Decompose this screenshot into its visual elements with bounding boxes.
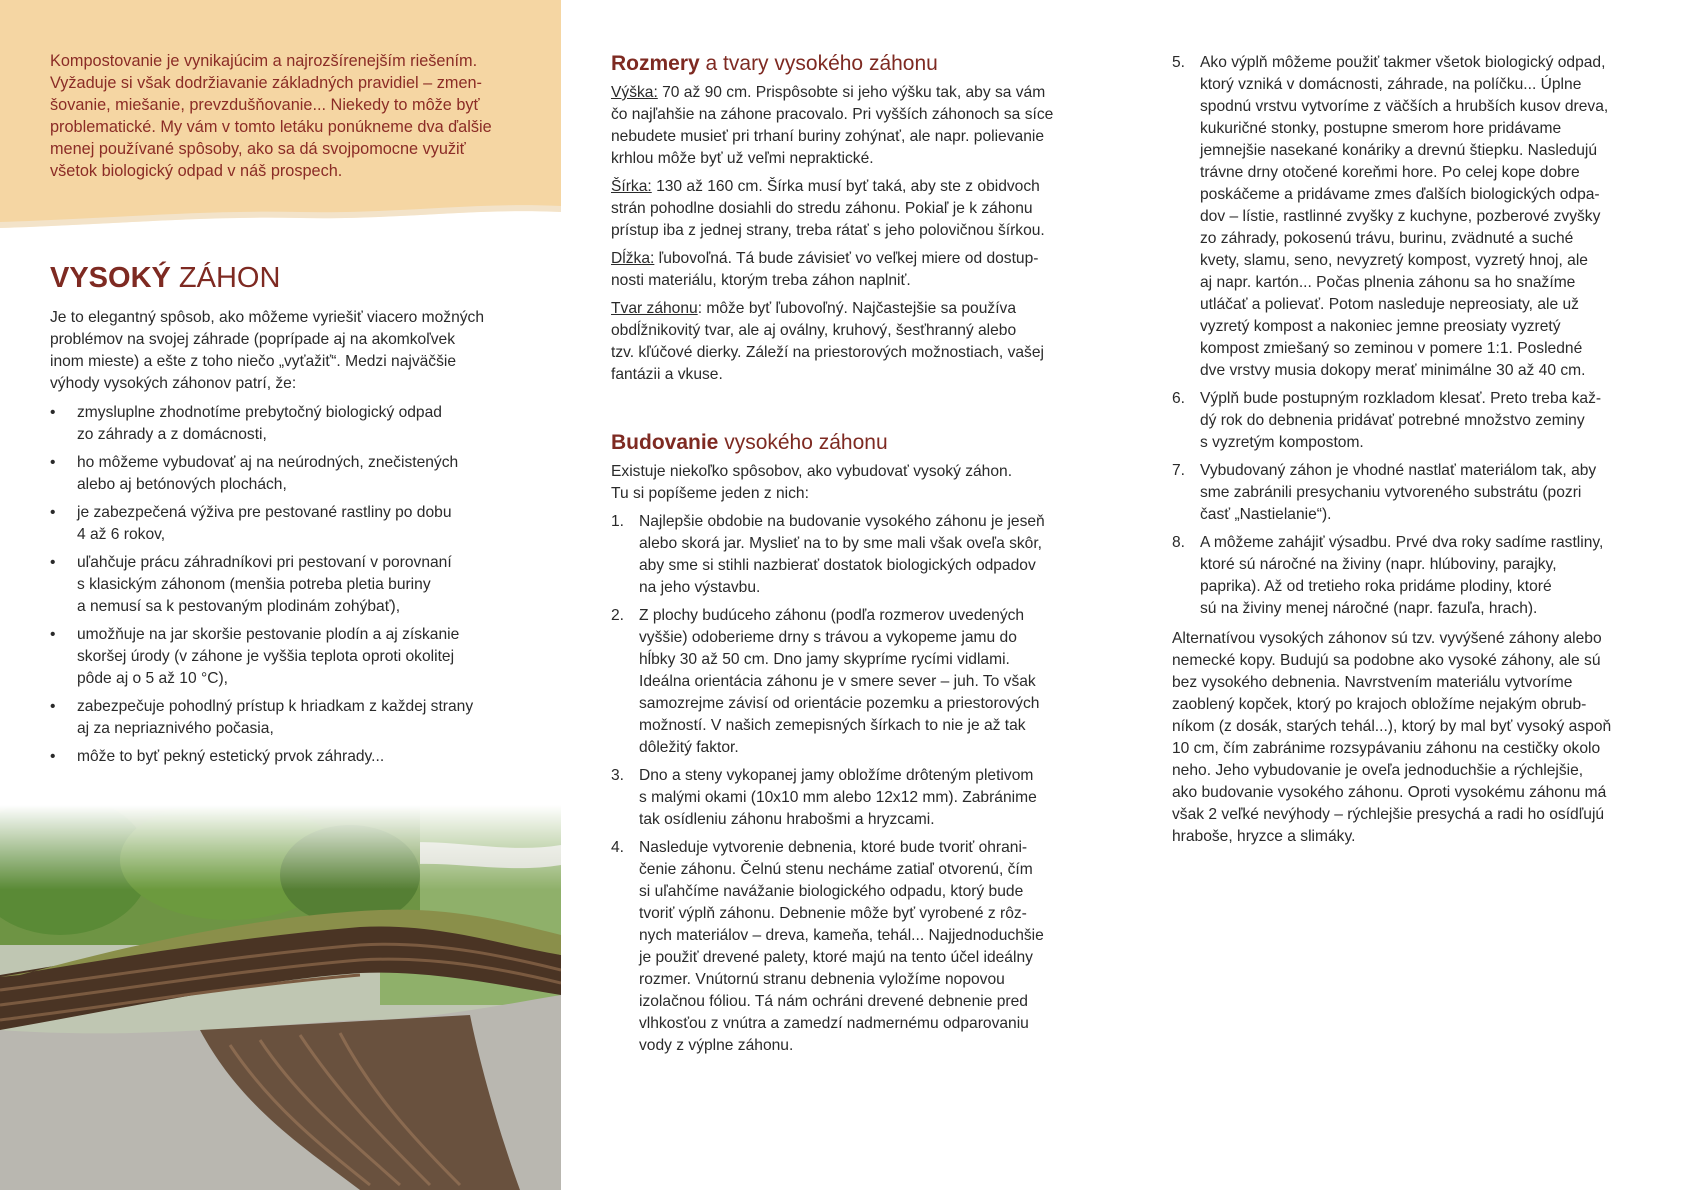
intro-line: menej používané spôsoby, ako sa dá svojpomocne využiť	[50, 140, 466, 158]
step-line: si uľahčíme navážanie biologického odpadu, ktorý bude	[639, 883, 1024, 900]
dimension-line: nosti materiálu, ktorým treba záhon naplniť.	[611, 272, 911, 289]
step-item	[611, 837, 1091, 1057]
step-line: vyzretý kompost a nakoniec jemne preosiaty vyzretý	[1200, 318, 1561, 335]
step-line: Vybudovaný záhon je vhodné nastlať materiálom tak, aby	[1200, 462, 1597, 479]
alternative-line: 10 cm, čím zabránime rozsypávaniu záhonu na cestičky okolo	[1172, 740, 1601, 757]
dimension-line: 70 až 90 cm. Prispôsobte si jeho výšku tak, aby sa vám	[657, 84, 1046, 101]
list-item	[50, 746, 530, 768]
step-item	[1172, 388, 1652, 454]
dimension-line: : môže byť ľubovoľný. Najčastejšie sa používa	[697, 300, 1016, 317]
step-line: samozrejme závisí od orientácie pozemku a priestorových	[639, 695, 1040, 712]
list-item-line: zabezpečuje pohodlný prístup k hriadkam z každej strany	[77, 698, 474, 715]
step-line: aj napr. kartón... Počas plnenia záhonu sa ho snažíme	[1200, 274, 1576, 291]
dimension-item	[611, 176, 1091, 242]
step-line: jemnejšie nasekané konáriky a drevnú štiepku. Nasledujú	[1200, 142, 1598, 159]
step-line: vlhkosťou z vnútra a zamedzí nadmernému odparovaniu	[639, 1015, 1029, 1032]
step-line: kompost zmiešaný so zeminou v pomere 1:1. Posledné	[1200, 340, 1583, 357]
dimension-line: prístup iba z jednej strany, treba rátať s jeho polovičnou šírkou.	[611, 222, 1045, 239]
step-line: dôležitý faktor.	[639, 739, 739, 756]
list-item	[50, 452, 530, 496]
building-heading-bold: Budovanie	[611, 431, 719, 454]
building-heading-rest: vysokého záhonu	[718, 431, 888, 454]
list-item-line: alebo aj betónových plochách,	[77, 476, 287, 493]
step-line: Ideálna orientácia záhonu je v smere sever – juh. To však	[639, 673, 1036, 690]
dimension-item	[611, 298, 1091, 386]
step-line: Nasleduje vytvorenie debnenia, ktoré bude tvoriť ohrani-	[639, 839, 1028, 856]
step-line: tak osídleniu záhonu hrabošmi a hryzcami.	[639, 811, 935, 828]
step-line: vyššie) odoberieme drny s trávou a vykopeme jamu do	[639, 629, 1017, 646]
lead-line: problémov na svojej záhrade (poprípade aj na akomkoľvek	[50, 331, 456, 348]
dimension-term: Výška:	[611, 84, 658, 101]
list-item	[50, 402, 530, 446]
building-intro	[611, 461, 1091, 505]
list-item-line: skoršej úrody (v záhone je vyššia teplota oproti okolitej	[77, 648, 455, 665]
dimensions-heading-rest: a tvary vysokého záhonu	[699, 52, 938, 75]
step-line: poskáčeme a pridávame zmes ďalších biologických odpa-	[1200, 186, 1600, 203]
dimensions-heading-bold: Rozmery	[611, 52, 700, 75]
list-item	[50, 552, 530, 618]
step-line: nych materiálov – dreva, kameňa, tehál... Najjednoduchšie	[639, 927, 1044, 944]
alternative-line: bez vysokého debnenia. Navrstvením materiálu vytvoríme	[1172, 674, 1573, 691]
building-intro-line: Tu si popíšeme jeden z nich:	[611, 485, 809, 502]
step-number: 6.	[1172, 390, 1186, 407]
column-middle	[561, 0, 1122, 1190]
dimension-line: strán pohodlne dosiahli do stredu záhonu. Pokiaľ je k záhonu	[611, 200, 1033, 217]
dimension-item	[611, 248, 1091, 292]
list-item-line: s klasickým záhonom (menšia potreba pletia buriny	[77, 576, 431, 593]
step-line: vody z výplne záhonu.	[639, 1037, 794, 1054]
wave-edge	[0, 196, 561, 236]
step-line: časť „Nastielanie“).	[1200, 506, 1332, 523]
step-line: sme zabránili presychaniu vytvoreného substrátu (pozri	[1200, 484, 1582, 501]
page-title	[50, 260, 280, 296]
step-line: rozmer. Vnútornú stranu debnenia vyložíme nopovou	[639, 971, 1005, 988]
step-line: alebo skorá jar. Myslieť na to by sme mali však oveľa skôr,	[639, 535, 1043, 552]
step-line: A môžeme zahájiť výsadbu. Prvé dva roky sadíme rastliny,	[1200, 534, 1604, 551]
wicker-bed-photo	[0, 805, 561, 1190]
step-line: ktorý vzniká v domácnosti, záhrade, na políčku... Úplne	[1200, 76, 1582, 93]
step-line: možností. V našich zemepisných šírkach to nie je až tak	[639, 717, 1026, 734]
step-item	[1172, 532, 1652, 620]
alternative-line: však 2 veľké nevýhody – rýchlejšie presychá a radi ho osídľujú	[1172, 806, 1605, 823]
step-line: s malými okami (10x10 mm alebo 12x12 mm). Zabránime	[639, 789, 1037, 806]
alternative-line: Alternatívou vysokých záhonov sú tzv. vyvýšené záhony alebo	[1172, 630, 1602, 647]
dimension-item	[611, 82, 1091, 170]
intro-line: Vyžaduje si však dodržiavanie základných pravidiel – zmen-	[50, 74, 482, 92]
dimension-line: ľubovoľná. Tá bude závisieť vo veľkej miere od dostup-	[654, 250, 1039, 267]
dimension-line: fantázii a vkuse.	[611, 366, 723, 383]
step-line: utláčať a polievať. Potom nasleduje nepreosiaty, ale už	[1200, 296, 1579, 313]
step-line: izolačnou fóliou. Tá nám ochráni drevené debnenie pred	[639, 993, 1028, 1010]
dimensions-list	[611, 82, 1091, 386]
intro-line: Kompostovanie je vynikajúcim a najrozšírenejším riešením.	[50, 52, 478, 70]
step-line: kukuričné stonky, postupne smerom hore pridávame	[1200, 120, 1562, 137]
title-rest: ZÁHON	[170, 262, 281, 294]
list-item-line: zo záhrady a z domácnosti,	[77, 426, 267, 443]
step-line: trávne drny otočené koreňmi hore. Po celej kope dobre	[1200, 164, 1580, 181]
step-line: aby sme si stihli nazbierať dostatok biologických odpadov	[639, 557, 1036, 574]
lead-paragraph	[50, 307, 528, 395]
alternative-line: níkom (z dosák, starých tehál...), ktorý by mal byť vysoký aspoň	[1172, 718, 1612, 735]
step-line: ktoré sú náročné na živiny (napr. hlúboviny, parajky,	[1200, 556, 1557, 573]
building-heading	[611, 429, 1091, 457]
step-number: 1.	[611, 513, 625, 530]
lead-line: výhody vysokých záhonov patrí, že:	[50, 375, 297, 392]
dimension-line: tzv. kľúčové dierky. Záleží na priestorových možnostiach, vašej	[611, 344, 1044, 361]
column-right	[1122, 0, 1683, 1190]
benefits-list	[50, 402, 530, 774]
alternative-line: neho. Jeho vybudovanie je oveľa jednoduchšie a rýchlejšie,	[1172, 762, 1584, 779]
step-line: sú na živiny menej náročné (napr. fazuľa, hrach).	[1200, 600, 1538, 617]
building-intro-line: Existuje niekoľko spôsobov, ako vybudovať vysoký záhon.	[611, 463, 1013, 480]
intro-line: všetok biologický odpad v náš prospech.	[50, 162, 343, 180]
alternative-line: nemecké kopy. Budujú sa podobne ako vysoké záhony, ale sú	[1172, 652, 1601, 669]
alternative-line: hraboše, hryzce a slimáky.	[1172, 828, 1356, 845]
lead-line: inom mieste) a ešte z toho niečo „vyťažiť“. Medzi najväčšie	[50, 353, 457, 370]
list-item	[50, 696, 530, 740]
step-number: 3.	[611, 767, 625, 784]
column-left	[0, 0, 561, 1190]
dimension-line: čo najľahšie na záhone pracovalo. Pri vyšších záhonoch sa síce	[611, 106, 1054, 123]
step-line: hĺbky 30 až 50 cm. Dno jamy skypríme rycími vidlami.	[639, 651, 1010, 668]
dimension-line: nebudete musieť pri trhaní buriny zohýnať, ale napr. polievanie	[611, 128, 1045, 145]
steps-list	[611, 511, 1091, 1057]
step-item	[1172, 52, 1652, 382]
list-item	[50, 502, 530, 546]
lead-line: Je to elegantný spôsob, ako môžeme vyriešiť viacero možných	[50, 309, 485, 326]
list-item	[50, 624, 530, 690]
step-number: 8.	[1172, 534, 1186, 551]
step-number: 4.	[611, 839, 625, 856]
dimension-term: Tvar záhonu	[611, 300, 698, 317]
step-number: 7.	[1172, 462, 1186, 479]
step-line: čenie záhonu. Čelnú stenu necháme zatiaľ otvorenú, čím	[639, 861, 1033, 878]
step-line: spodnú vrstvu vytvoríme z väčších a hrubších kusov dreva,	[1200, 98, 1609, 115]
list-item-line: a nemusí sa k pestovaným plodinám zohýbať),	[77, 598, 401, 615]
step-item	[611, 605, 1091, 759]
list-item-line: umožňuje na jar skoršie pestovanie plodín a aj získanie	[77, 626, 460, 643]
dimensions-heading	[611, 50, 1091, 78]
step-line: Z plochy budúceho záhonu (podľa rozmerov uvedených	[639, 607, 1025, 624]
step-line: kvety, slamu, seno, nevyzretý kompost, vyzretý hnoj, ale	[1200, 252, 1588, 269]
list-item-line: je zabezpečená výživa pre pestované rastliny po dobu	[77, 504, 452, 521]
intro-line: šovanie, miešanie, prevzdušňovanie... Niekedy to môže byť	[50, 96, 480, 114]
step-item	[1172, 460, 1652, 526]
steps-continued-list	[1172, 52, 1652, 626]
list-item-line: ho môžeme vybudovať aj na neúrodných, znečistených	[77, 454, 459, 471]
step-line: zo záhrady, pokosenú trávu, burinu, zvädnuté a suché	[1200, 230, 1574, 247]
list-item-line: aj za nepriaznivého počasia,	[77, 720, 274, 737]
step-line: paprika). Až od tretieho roka pridáme plodiny, ktoré	[1200, 578, 1552, 595]
dimension-term: Dĺžka:	[611, 250, 655, 267]
step-line: je použiť drevené palety, ktoré majú na tento účel ideálny	[639, 949, 1033, 966]
list-item-line: 4 až 6 rokov,	[77, 526, 166, 543]
step-item	[611, 511, 1091, 599]
alternative-line: zaoblený kopček, ktorý po krajoch obložíme nejakým obrub-	[1172, 696, 1587, 713]
step-line: Najlepšie obdobie na budovanie vysokého záhonu je jeseň	[639, 513, 1045, 530]
step-line: tvoriť výplň záhonu. Debnenie môže byť vyrobené z rôz-	[639, 905, 1027, 922]
building-section	[611, 429, 1091, 1063]
step-number: 2.	[611, 607, 625, 624]
step-line: dov – lístie, rastlinné zvyšky z kuchyne, pozberové zvyšky	[1200, 208, 1601, 225]
dimension-line: obdĺžnikovitý tvar, ale aj oválny, kruhový, šesťhranný alebo	[611, 322, 1017, 339]
step-item	[611, 765, 1091, 831]
dimension-line: 130 až 160 cm. Šírka musí byť taká, aby ste z obidvoch	[651, 178, 1040, 195]
intro-paragraph	[50, 50, 520, 182]
list-item-line: uľahčuje prácu záhradníkovi pri pestovaní v porovnaní	[77, 554, 452, 571]
step-line: s vyzretým kompostom.	[1200, 434, 1364, 451]
step-line: Ako výplň môžeme použiť takmer všetok biologický odpad,	[1200, 54, 1606, 71]
alternative-line: ako budovanie vysokého záhonu. Oproti vysokému záhonu má	[1172, 784, 1607, 801]
list-item-line: môže to byť pekný estetický prvok záhrady...	[77, 748, 385, 765]
dimensions-section	[611, 50, 1091, 392]
list-item-line: pôde aj o 5 až 10 °C),	[77, 670, 229, 687]
step-number: 5.	[1172, 54, 1186, 71]
intro-band	[0, 0, 561, 232]
step-line: dý rok do debnenia pridávať potrebné množstvo zeminy	[1200, 412, 1585, 429]
dimension-line: krhlou môže byť už veľmi nepraktické.	[611, 150, 874, 167]
title-bold: VYSOKÝ	[50, 262, 171, 294]
step-line: Výplň bude postupným rozkladom klesať. Preto treba kaž-	[1200, 390, 1602, 407]
alternative-paragraph	[1172, 628, 1652, 848]
list-item-line: zmysluplne zhodnotíme prebytočný biologický odpad	[77, 404, 442, 421]
step-line: na jeho výstavbu.	[639, 579, 761, 596]
step-line: Dno a steny vykopanej jamy obložíme drôteným pletivom	[639, 767, 1034, 784]
intro-line: problematické. My vám v tomto letáku ponúkneme dva ďalšie	[50, 118, 492, 136]
step-line: dve vrstvy musia dokopy merať minimálne 30 až 40 cm.	[1200, 362, 1586, 379]
dimension-term: Šírka:	[611, 178, 652, 195]
